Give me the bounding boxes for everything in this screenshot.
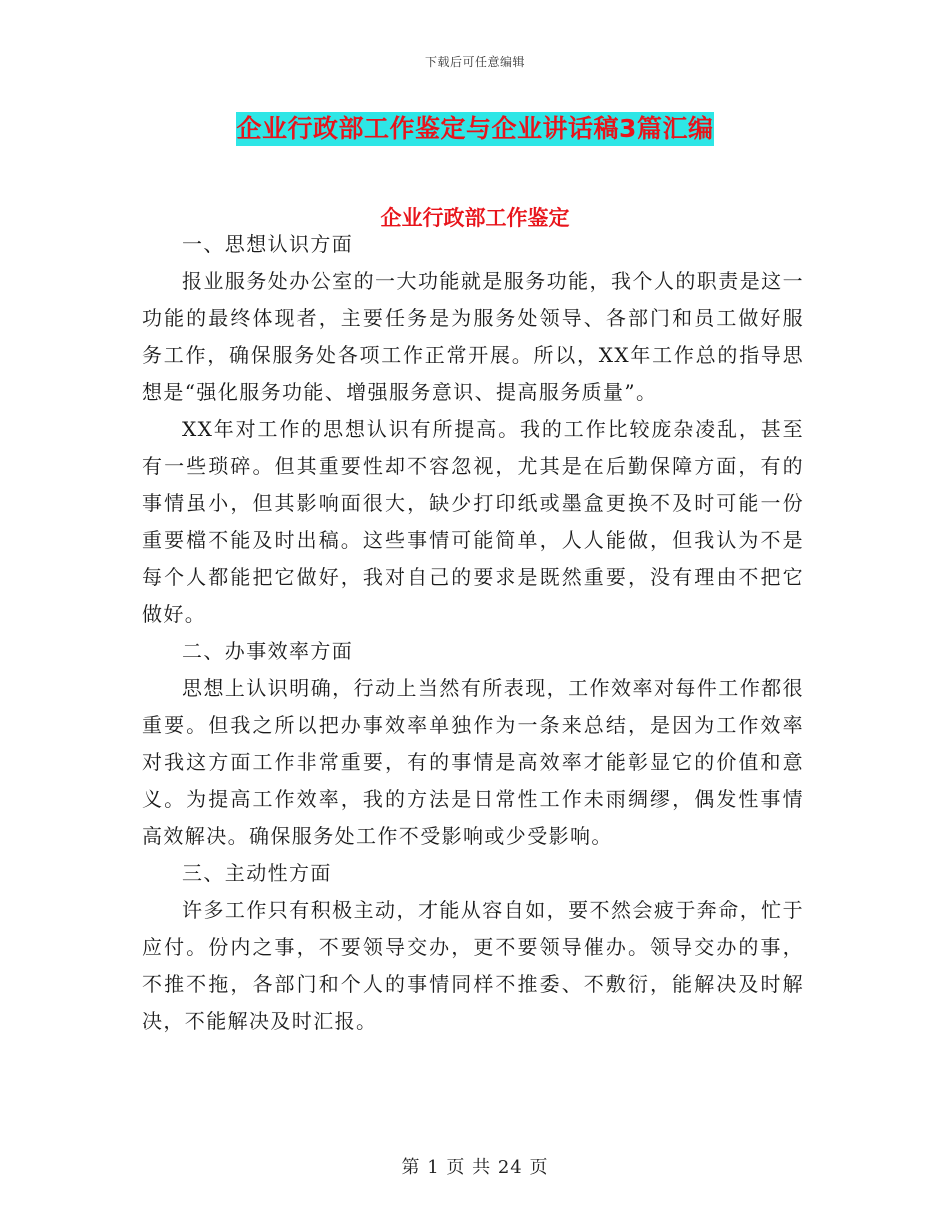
heading-work-efficiency: 二、办事效率方面 xyxy=(182,639,354,663)
heading-ideological-understanding: 一、思想认识方面 xyxy=(182,232,354,256)
heading-initiative: 三、主动性方面 xyxy=(182,861,332,885)
paragraph-service-function: 报业服务处办公室的一大功能就是服务功能，我个人的职责是这一功能的最终体现者，主要任务是为服务处领导、各部门和员工做好服务工作，确保服务处各项工作正常开展。所以，XX年工作总的指导思想是“强化服务功能、增强服务意识、提高服务质量”。 xyxy=(142,269,804,404)
document-body xyxy=(142,226,804,1040)
paragraph-work-understanding: XX年对工作的思想认识有所提高。我的工作比较庞杂凌乱，甚至有一些琐碎。但其重要性却不容忽视，尤其是在后勤保障方面，有的事情虽小，但其影响面很大，缺少打印纸或墨盒更换不及时可能一份重要檔不能及时出稿。这些事情可能简单，人人能做，但我认为不是每个人都能把它做好，我对自己的要求是既然重要，没有理由不把它做好。 xyxy=(142,417,804,626)
page-number-footer: 第 1 页 共 24 页 xyxy=(401,1157,549,1178)
page-header-note: 下载后可任意编辑 xyxy=(424,55,525,69)
document-main-title: 企业行政部工作鉴定与企业讲话稿3篇汇编 xyxy=(236,112,715,146)
main-title-container xyxy=(0,112,950,146)
paragraph-initiative: 许多工作只有积极主动，才能从容自如，要不然会疲于奔命，忙于应付。份内之事，不要领导交办，更不要领导催办。领导交办的事，不推不拖，各部门和个人的事情同样不推委、不敷衍，能解决及时解决，不能解决及时汇报。 xyxy=(142,898,804,1033)
section-title: 企业行政部工作鉴定 xyxy=(380,206,570,230)
paragraph-efficiency: 思想上认识明确，行动上当然有所表现，工作效率对每件工作都很重要。但我之所以把办事效率单独作为一条来总结，是因为工作效率对我这方面工作非常重要，有的事情是高效率才能彰显它的价值和意义。为提高工作效率，我的方法是日常性工作未雨绸缪，偶发性事情高效解决。确保服务处工作不受影响或少受影响。 xyxy=(142,676,804,848)
